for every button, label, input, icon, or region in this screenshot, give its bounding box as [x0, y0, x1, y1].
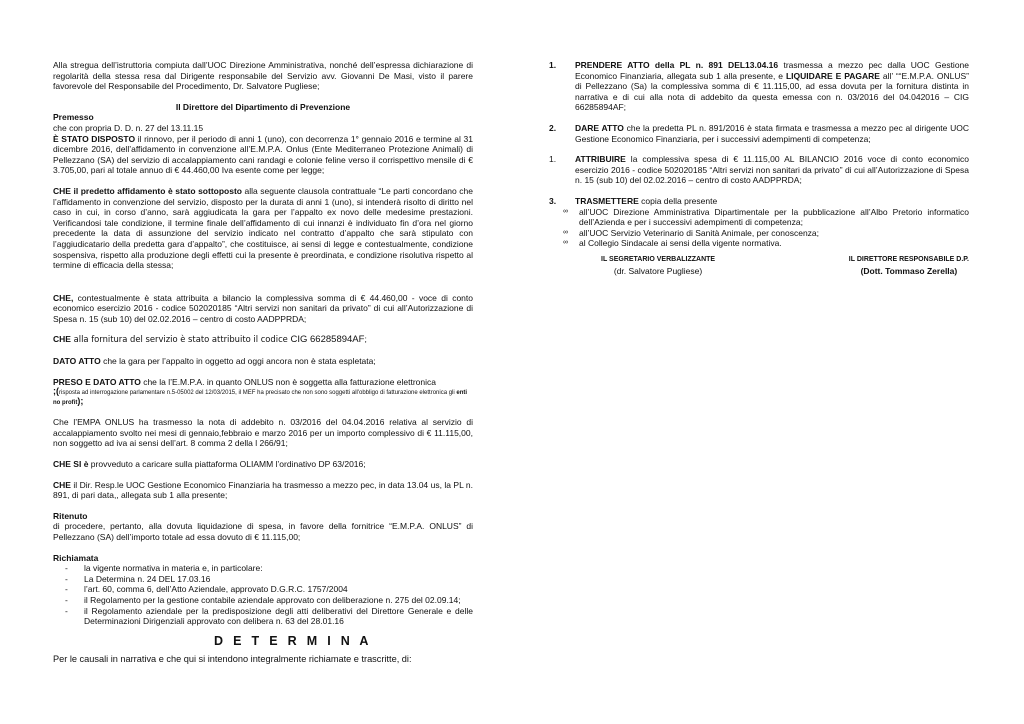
list-item: ∞ all’UOC Servizio Veterinario di Sanità Animale, per conoscenza; [563, 227, 820, 238]
intro-paragraph: Alla stregua dell’istruttoria compiuta dall’UOC Direzione Amministrativa, nonché dell’espressa dichiarazione di regolarità della stessa resa dal Dirigente responsabile del Servizio avv. Giovanni De Masi, visto il parere favorevole del Responsabile del Procedimento, Dr. Salvatore Pugliese; [53, 60, 473, 92]
preso-atto-paragraph: PRESO E DATO ATTO che la l’E.M.P.A. in quanto ONLUS non è soggetta alla fatturazione elettronica [53, 376, 437, 387]
infinity-bullet-icon: ∞ [563, 207, 568, 215]
premesso-label: Premesso [53, 112, 94, 123]
signature-secretary: IL SEGRETARIO VERBALIZZANTE (dr. Salvatore Pugliese) [601, 255, 716, 276]
list-item: - La Determina n. 24 DEL 17.03.16 [53, 574, 473, 585]
ritenuto-text: di procedere, pertanto, alla dovuta liquidazione di spesa, in favore della fornitrice “E.M.P.A. ONLUS” di Pellezzano (SA) dell’importo totale ad essa dovuto di € 11.115,00; [53, 521, 473, 542]
list-item: - l’art. 60, comma 6, dell’Atto Aziendale, approvato D.G.R.C. 1757/2004 [53, 584, 473, 595]
list-item: ∞ al Collegio Sindacale ai sensi della vigente normativa. [563, 238, 782, 249]
richiamata-label: Richiamata [53, 552, 99, 563]
section-heading: Il Direttore del Dipartimento di Prevenzione [175, 101, 351, 112]
richiamata-list [53, 563, 473, 627]
che-bilancio-paragraph: CHE, contestualmente è stata attribuita a bilancio la complessiva somma di € 44.460,00 - voce di conto economico esercizio 2016 - codice 502020185 “Altri servizi non sanitari da privato” di cui all’Autorizzazione di Spesa n. 15 (sub 10) del 02.02.2016 – centro di costo AADPPRDA; [53, 292, 473, 324]
sottoposto-paragraph: CHE il predetto affidamento è stato sottoposto alla seguente clausola contrattuale “Le parti concordano che l’affidamento in convenzione del servizio, disposto per la durata di anni 1 (uno), si intenderà risolto di diritto nel caso in cui, in corso d’anno, sarà aggiudicata la gara per l’appalto ex novo delle medesime prestazioni. Verificandosi tale condizione, il termine finale dell’affidamento di cui innanzi è individuato fin d’ora nel giorno precedente la data di assunzione del servizio indicato nel contratto d’appalto che sarà stipulato con l’aggiudicatario della predetta gara d’appalto”, che costituisce, ai sensi di legge e contestualmente, condizione sospensiva, rispetto alla produzione degli effetti cui la presente è preordinata, e condizione risolutiva rispetto al termine di efficacia della stessa; [53, 185, 473, 271]
closing-line: Per le causali in narrativa e che qui si intendono integralmente richiamate e trascritte, di: [53, 654, 412, 665]
list-item: 3. TRASMETTERE copia della presente [549, 195, 718, 206]
infinity-bullet-icon: ∞ [563, 239, 568, 247]
list-item: ∞ all’UOC Direzione Amministrativa Dipartimentale per la pubblicazione all’Albo Pretorio informatico dell’Azienda e per i successivi adempimenti di competenza; [563, 206, 969, 228]
signature-block [549, 255, 969, 276]
preso-atto-note: ;(risposta ad interrogazione parlamentare n.5-05002 del 12/03/2015, il MEF ha precisato che non sono soggetti all'obbligo di fatturazione elettronica gli enti no profit); [53, 386, 468, 407]
oliamm-paragraph: CHE SI è provveduto a caricare sulla piattaforma OLIAMM l’ordinativo DP 63/2016; [53, 459, 366, 470]
list-item: - il Regolamento per la gestione contabile aziendale approvato con deliberazione n. 275 del 02.09.14; [53, 595, 473, 606]
dispositivo-list [549, 60, 969, 207]
left-column [53, 60, 473, 665]
cig-paragraph: CHE alla fornitura del servizio è stato attribuito il codice CIG 66285894AF; [53, 334, 367, 346]
trasmettere-list [549, 207, 969, 249]
list-item: 2. DARE ATTO che la predetta PL n. 891/2016 è stata firmata e trasmessa a mezzo pec al dirigente UOC Gestione Economico Finanziaria, per i successivi adempimenti di competenza; [549, 122, 970, 144]
stato-disposto-paragraph: È STATO DISPOSTO il rinnovo, per il periodo di anni 1 (uno), con decorrenza 1° gennaio 2016 e termine al 31 dicembre 2016, dell’affidamento in convenzione all’E.M.P.A. Onlus (Ente Mediterraneo Protezione Animali) di Pellezzano (SA) del servizio di accalappiamento cani randagi e colonie feline verso il corrispettivo mensile di € 3.705,00, pari al totale annuo di € 44.460,00 Iva esente come per legge; [53, 133, 473, 176]
premesso-text: che con propria D. D. n. 27 del 13.11.15 [53, 122, 204, 133]
list-item: - il Regolamento aziendale per la predisposizione degli atti deliberativi del Direttore Generale e delle Determinazioni Dirigenziali approvato con delibera n. 63 del 28.01.16 [53, 606, 473, 627]
empa-nota-paragraph: Che l’EMPA ONLUS ha trasmesso la nota di addebito n. 03/2016 del 04.04.2016 relativa al servizio di accalappiamento svolto nei mesi di gennaio,febbraio e marzo 2016 per un importo complessivo di € 11.115,00, non soggetto ad iva ai sensi dell’art. 8 comma 2 della l 266/91; [53, 417, 473, 449]
list-item: 1. ATTRIBUIRE la complessiva spesa di € 11.115,00 AL BILANCIO 2016 voce di conto economico esercizio 2016 - codice 502020185 “Altri servizi non sanitari da privato” di cui all’Autorizzazione di Spesa n. 15 (sub 10) del 02.02.2016 – centro di costo AADPPRDA; [549, 154, 969, 186]
infinity-bullet-icon: ∞ [563, 228, 568, 236]
determina-heading: D E T E R M I N A [214, 633, 372, 648]
list-item: - la vigente normativa in materia e, in particolare: [53, 563, 473, 574]
pl-transmission-paragraph: CHE il Dir. Resp.le UOC Gestione Economico Finanziaria ha trasmesso a mezzo pec, in data 13.04 us, la PL n. 891, di pari data,, allegata sub 1 alla presente; [53, 479, 473, 501]
list-item: 1. PRENDERE ATTO della PL n. 891 DEL13.04.16 trasmessa a mezzo pec dalla UOC Gestione Economico Finanziaria, allegata sub 1 alla presente, e LIQUIDARE E PAGARE all’ ““E.M.P.A. ONLUS” di Pellezzano (Sa) la complessiva somma di € 11.115,00, ad essa dovuta per la fornitura distinta in narrativa e di cui alla nota di addebito da questa emessa con n. 03/2016 del 04.042016 – CIG 66285894AF; [549, 60, 969, 113]
dato-atto-paragraph: DATO ATTO che la gara per l’appalto in oggetto ad oggi ancora non è stata espletata; [53, 356, 376, 367]
ritenuto-label: Ritenuto [53, 510, 88, 521]
right-column [549, 60, 969, 276]
signature-director: IL DIRETTORE RESPONSABILE D.P. (Dott. Tommaso Zerella) [848, 255, 969, 276]
